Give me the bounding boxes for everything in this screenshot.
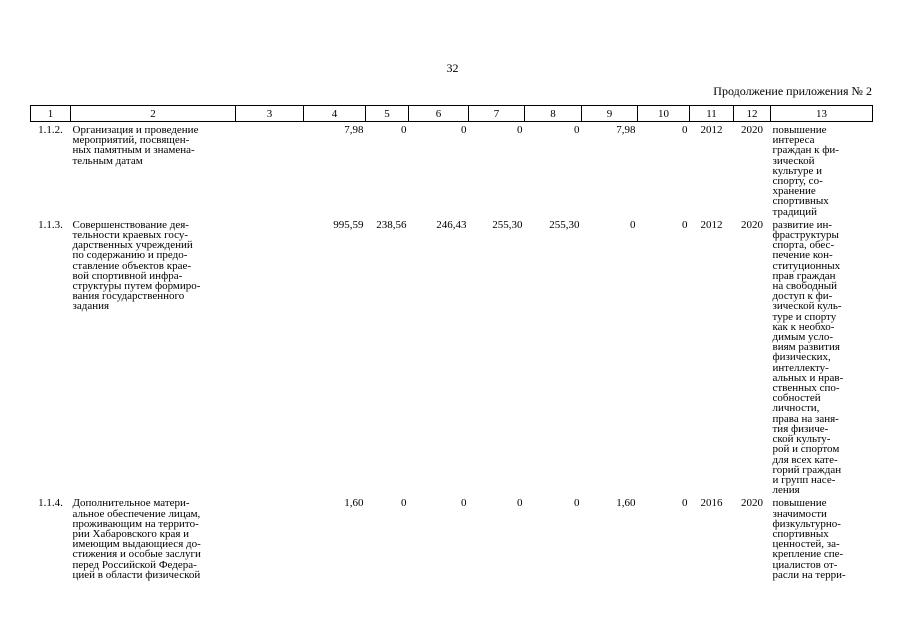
table-row: [31, 495, 873, 580]
value-col10: 0: [682, 218, 688, 231]
end-year: 2020: [741, 124, 763, 136]
appendix-continuation-label: Продолжение приложения № 2: [713, 84, 872, 98]
value-col9: 1,60: [616, 497, 636, 510]
value-col7: 0: [517, 497, 523, 510]
value-col5: 0: [401, 124, 407, 136]
table-body: [31, 122, 873, 580]
value-col8: 255,30: [549, 218, 580, 231]
executor: [236, 217, 304, 495]
column-header-6: 6: [409, 106, 469, 122]
activity-name: Организация и проведение мероприятий, посвящен- ных памятным и знамена- тельным датам: [72, 124, 199, 167]
end-year: 2020: [741, 497, 763, 510]
column-header-7: 7: [469, 106, 525, 122]
table-header-row: [31, 106, 873, 122]
value-col6: 246,43: [436, 218, 467, 231]
value-col6: 0: [461, 497, 467, 510]
expected-result: повышение значимости физкультурно- спортивных ценностей, за- крепление спе- циалистов от- расли на терри-: [772, 497, 846, 581]
column-header-4: 4: [304, 106, 366, 122]
start-year: 2016: [700, 497, 723, 510]
item-number: 1.1.3.: [38, 218, 63, 231]
column-header-8: 8: [525, 106, 582, 122]
value-col9: 7,98: [616, 124, 636, 136]
expected-result: развитие ин- фраструктуры спорта, обес- печение кон- ституционных прав граждан на свободный доступ к фи- зической куль- туре и спорту как к необхо- димым усло- виям развития физических, интеллекту- альных и нрав- ственных спо- собностей личности, права на заня- тия физиче- ской культу- рой и спортом для всех кате- горий граждан и групп насе- ления: [772, 218, 844, 497]
value-col8: 0: [574, 497, 580, 510]
column-header-10: 10: [638, 106, 690, 122]
column-header-12: 12: [734, 106, 771, 122]
start-year: 2012: [700, 218, 723, 231]
column-header-9: 9: [582, 106, 638, 122]
value-col9: 0: [630, 218, 636, 231]
value-total: 995,59: [333, 218, 364, 231]
end-year: 2020: [741, 218, 763, 231]
column-header-3: 3: [236, 106, 304, 122]
table-row: [31, 217, 873, 495]
value-col8: 0: [574, 124, 580, 136]
value-col5: 0: [401, 497, 407, 510]
executor: [236, 122, 304, 217]
value-col7: 0: [517, 124, 523, 136]
column-header-2: 2: [71, 106, 236, 122]
page-number: 32: [446, 61, 459, 75]
value-total: 7,98: [344, 124, 364, 136]
value-col10: 0: [682, 124, 688, 136]
start-year: 2012: [700, 124, 723, 136]
activity-name: Совершенствование дея- тельности краевых госу- дарственных учреждений по содержанию и предо- ставление объектов крае- вой спортивной инфра- структуры путем формиро- вания государственного задания: [72, 218, 201, 313]
column-header-11: 11: [690, 106, 734, 122]
expected-result: повышение интереса граждан к фи- зической культуре и спорту, со- хранение спортивных традиций: [772, 124, 839, 218]
activity-name: Дополнительное матери- альное обеспечение лицам, проживающим на террито- рии Хабаровского края и имеющим выдающиеся до- стижения и особые заслуги перед Российской Федера- цией в области физической: [72, 497, 201, 581]
column-header-1: 1: [31, 106, 71, 122]
column-header-5: 5: [366, 106, 409, 122]
column-header-13: 13: [771, 106, 873, 122]
value-col10: 0: [682, 497, 688, 510]
executor: [236, 495, 304, 580]
program-table: [30, 105, 873, 580]
item-number: 1.1.2.: [38, 124, 63, 136]
value-total: 1,60: [344, 497, 364, 510]
table-row: [31, 122, 873, 217]
value-col6: 0: [461, 124, 467, 136]
item-number: 1.1.4.: [38, 497, 63, 510]
value-col7: 255,30: [492, 218, 523, 231]
value-col5: 238,56: [376, 218, 407, 231]
